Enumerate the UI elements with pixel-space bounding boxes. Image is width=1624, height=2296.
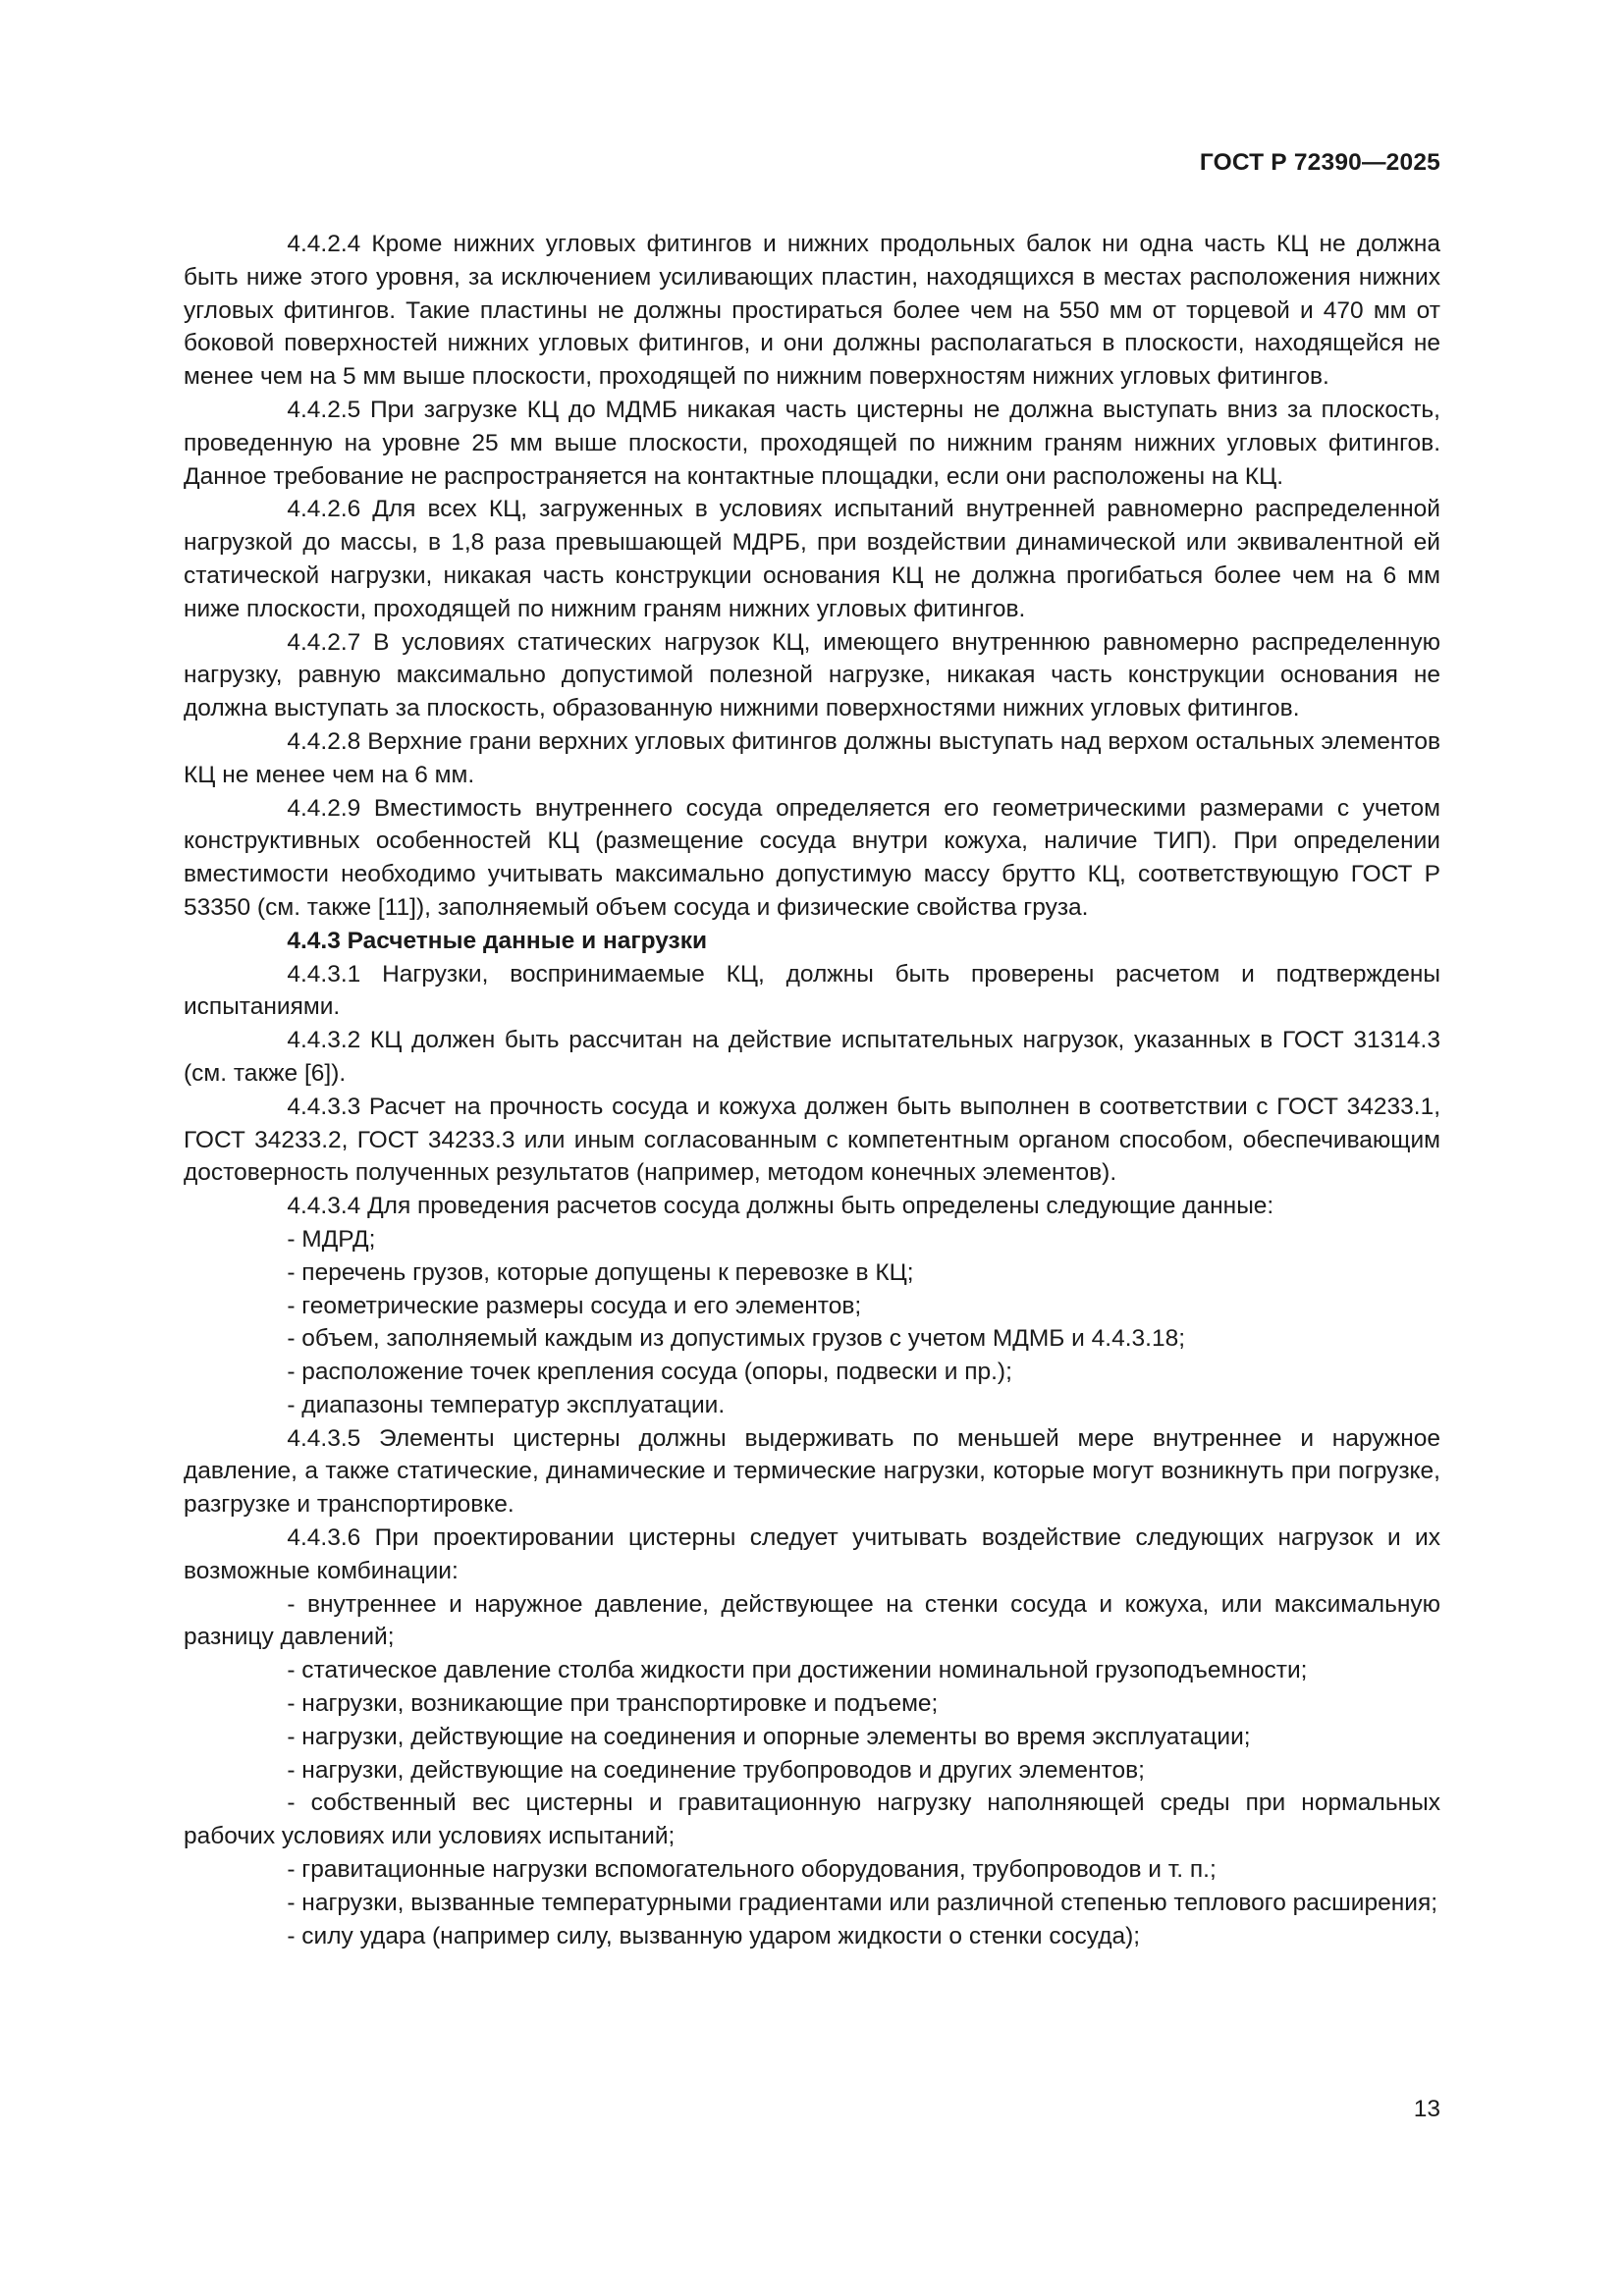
paragraph-4-4-2-9: 4.4.2.9 Вместимость внутреннего сосуда определяется его геометрическими размерами с учетом конструктивных особенностей КЦ (размещение сосуда внутри кожуха, наличие ТИП). При определении вместимости необходимо учитывать максимально допустимую массу брутто КЦ, соответствующую ГОСТ Р 53350 (см. также [11]), заполняемый объем сосуда и физические свойства груза. <box>184 794 1440 921</box>
document-header: ГОСТ Р 72390—2025 <box>1199 149 1440 176</box>
list-item: - собственный вес цистерны и гравитационную нагрузку наполняющей среды при нормальных рабочих условиях или условиях испытаний; <box>184 1789 1440 1850</box>
page-number: 13 <box>1413 2096 1440 2122</box>
paragraph-4-4-2-8: 4.4.2.8 Верхние грани верхних угловых фитингов должны выступать над верхом остальных элементов КЦ не менее чем на 6 мм. <box>184 727 1440 788</box>
paragraph-4-4-2-5: 4.4.2.5 При загрузке КЦ до МДМБ никакая часть цистерны не должна выступать вниз за плоскость, проведенную на уровне 25 мм выше плоскости, проходящей по нижним граням нижних угловых фитингов. Данное требование не распространяется на контактные площадки, если они расположены на КЦ. <box>184 396 1440 490</box>
paragraph-4-4-3-4: 4.4.3.4 Для проведения расчетов сосуда должны быть определены следующие данные: <box>287 1193 1274 1220</box>
list-item: - силу удара (например силу, вызванную ударом жидкости о стенки сосуда); <box>287 1922 1141 1949</box>
paragraph-4-4-3-6: 4.4.3.6 При проектировании цистерны следует учитывать воздействие следующих нагрузок и их возможные комбинации: <box>184 1524 1440 1584</box>
list-item: - нагрузки, возникающие при транспортировке и подъеме; <box>287 1690 939 1718</box>
list-item: - нагрузки, действующие на соединение трубопроводов и других элементов; <box>287 1756 1145 1784</box>
list-item: - перечень грузов, которые допущены к перевозке в КЦ; <box>287 1258 914 1286</box>
paragraph-4-4-2-6: 4.4.2.6 Для всех КЦ, загруженных в условиях испытаний внутренней равномерно распределенной нагрузкой до массы, в 1,8 раза превышающей МДРБ, при воздействии динамической или эквивалентной ей статической нагрузки, никакая часть конструкции основания КЦ не должна прогибаться более чем на 6 мм ниже плоскости, проходящей по нижним граням нижних угловых фитингов. <box>184 496 1440 622</box>
list-item: - расположение точек крепления сосуда (опоры, подвески и пр.); <box>287 1359 1012 1386</box>
list-item: - геометрические размеры сосуда и его элементов; <box>287 1292 862 1319</box>
paragraph-4-4-3-2: 4.4.3.2 КЦ должен быть рассчитан на действие испытательных нагрузок, указанных в ГОСТ 31314.3 (см. также [6]). <box>184 1027 1440 1087</box>
list-item: - гравитационные нагрузки вспомогательного оборудования, трубопроводов и т. п.; <box>287 1856 1217 1884</box>
list-item: - диапазоны температур эксплуатации. <box>287 1391 726 1418</box>
paragraph-4-4-3-1: 4.4.3.1 Нагрузки, воспринимаемые КЦ, должны быть проверены расчетом и подтверждены испытаниями. <box>184 960 1440 1021</box>
paragraph-4-4-2-4: 4.4.2.4 Кроме нижних угловых фитингов и нижних продольных балок ни одна часть КЦ не должна быть ниже этого уровня, за исключением усиливающих пластин, находящихся в местах расположения нижних угловых фитингов. Такие пластины не должны простираться более чем на 550 мм от торцевой и 470 мм от боковой поверхностей нижних угловых фитингов, и они должны располагаться в плоскости, находящейся не менее чем на 5 мм выше плоскости, проходящей по нижним поверхностям нижних угловых фитингов. <box>184 231 1440 391</box>
section-heading-4-4-3: 4.4.3 Расчетные данные и нагрузки <box>287 927 708 954</box>
list-item: - нагрузки, вызванные температурными градиентами или различной степенью теплового расширения; <box>287 1889 1438 1916</box>
paragraph-4-4-2-7: 4.4.2.7 В условиях статических нагрузок КЦ, имеющего внутреннюю равномерно распределенную нагрузку, равную максимально допустимой полезной нагрузке, никакая часть конструкции основания не должна выступать за плоскость, образованную нижними поверхностями нижних угловых фитингов. <box>184 628 1440 722</box>
list-item: - внутреннее и наружное давление, действующее на стенки сосуда и кожуха, или максимальную разницу давлений; <box>184 1590 1440 1651</box>
list-item: - нагрузки, действующие на соединения и опорные элементы во время эксплуатации; <box>287 1723 1251 1750</box>
list-item: - МДРД; <box>287 1225 376 1253</box>
list-item: - статическое давление столба жидкости при достижении номинальной грузоподъемности; <box>287 1657 1308 1684</box>
paragraph-4-4-3-5: 4.4.3.5 Элементы цистерны должны выдерживать по меньшей мере внутреннее и наружное давление, а также статические, динамические и термические нагрузки, которые могут возникнуть при погрузке, разгрузке и транспортировке. <box>184 1424 1440 1519</box>
list-item: - объем, заполняемый каждым из допустимых грузов с учетом МДМБ и 4.4.3.18; <box>287 1325 1186 1353</box>
paragraph-4-4-3-3: 4.4.3.3 Расчет на прочность сосуда и кожуха должен быть выполнен в соответствии с ГОСТ 34233.1, ГОСТ 34233.2, ГОСТ 34233.3 или иным согласованным с компетентным органом способом, обеспечивающим достоверность полученных результатов (например, методом конечных элементов). <box>184 1093 1440 1187</box>
document-body <box>184 228 1440 1952</box>
